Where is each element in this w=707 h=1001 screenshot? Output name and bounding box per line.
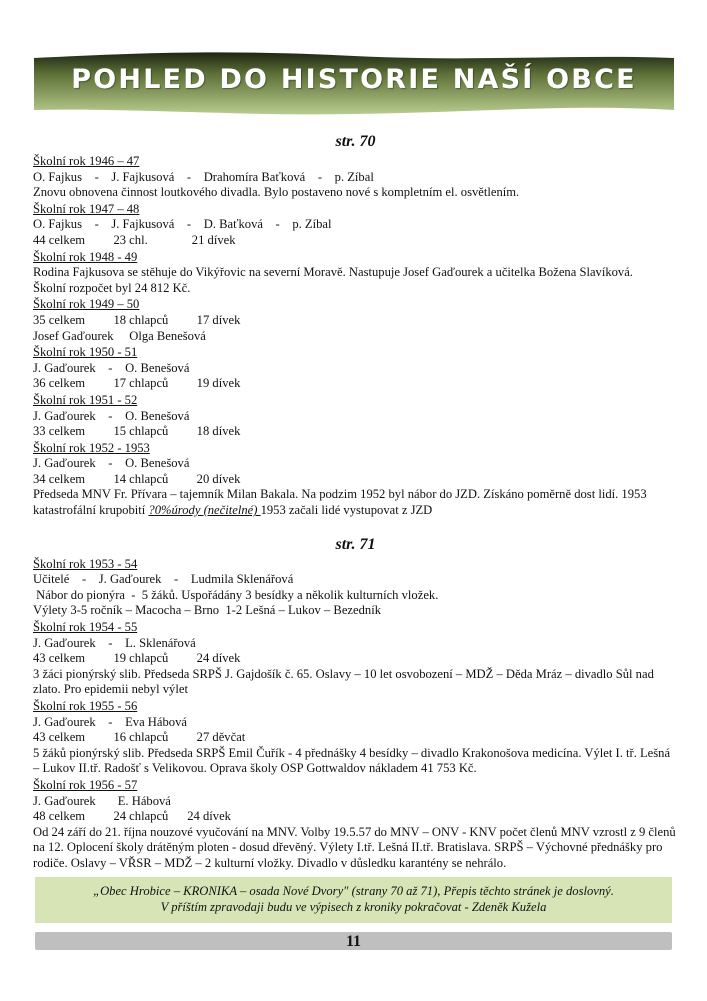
page-heading-71: str. 71 [335, 535, 376, 553]
school-year-entry [33, 778, 678, 872]
school-year-heading: Školní rok 1955 - 56 [33, 699, 138, 713]
school-year-entry [33, 297, 678, 344]
entry-line: Znovu obnovena činnost loutkového divadla. Bylo postaveno nové s kompletním el. osvětlením. [33, 185, 520, 200]
entry-line: Výlety 3-5 ročník – Macocha – Brno 1-2 Lešná – Lukov – Bezedník [33, 603, 381, 618]
school-year-entry [33, 154, 678, 201]
entry-line: 35 celkem 18 chlapců 17 dívek [33, 312, 241, 327]
entry-line: Učitelé - J. Gaďourek - Ludmila Sklenářová [33, 572, 294, 587]
source-note-line-1: „Obec Hrobice – KRONIKA – osada Nové Dvory" (strany 70 až 71), Přepis těchto stránek je doslovný. [93, 884, 614, 898]
entry-line: 43 celkem 16 chlapců 27 děvčat [33, 730, 246, 745]
school-year-heading: Školní rok 1952 - 1953 [33, 440, 150, 455]
entry-paragraph: 5 žáků pionýrský slib. Předseda SRPŠ Emil Čuřík - 4 přednášky 4 besídky – divadlo Krakonošova medicína. Výlet I. tř. Lešná – Lukov II.tř. Radošť s Velikovou. Oprava školy OSP Gottwaldov nákladem 41 753 Kč. [33, 745, 671, 776]
entry-line: J. Gaďourek - O. Benešová [33, 360, 190, 375]
school-year-entry [33, 620, 678, 698]
document-body [33, 132, 678, 872]
entry-paragraph: Od 24 září do 21. října nouzové vyučování na MNV. Volby 19.5.57 do MNV – ONV - KNV počet členů MNV vzrostl z 9 členů na 12. Oplocení školy drátěným ploten - dosud dřevěný. Výlety I.tř. Lešná II.tř. Bratislava. SRPŠ – Výchovné přednášky pro rodiče. Oslavy – VŘSR – MDŽ – 2 kulturní vložky. Divadlo v důsledku karantény se nehrálo. [33, 824, 676, 870]
source-note-box [35, 877, 672, 923]
school-year-heading: Školní rok 1949 – 50 [33, 297, 140, 312]
school-year-entry [33, 441, 678, 488]
school-year-heading: Školní rok 1956 - 57 [33, 777, 138, 792]
entry-line: J. Gaďourek - O. Benešová [33, 408, 190, 423]
entry-line: J. Gaďourek - L. Sklenářová [33, 635, 196, 650]
entry-line: 48 celkem 24 chlapců 24 dívek [33, 809, 231, 824]
page-number: 11 [35, 932, 672, 950]
page-title: POHLED DO HISTORIE NAŠÍ OBCE [71, 64, 637, 95]
entry-line: Rodina Fajkusova se stěhuje do Vikýřovic na severní Moravě. Nastupuje Josef Gaďourek a učitelka Božena Slavíková. [33, 265, 633, 280]
source-note-line-2: V příštím zpravodaji budu ve výpisech z kroniky pokračovat - Zdeněk Kužela [160, 900, 547, 914]
entry-line: Školní rozpočet byl 24 812 Kč. [33, 280, 191, 295]
page-70-entries [33, 154, 678, 487]
school-year-heading: Školní rok 1950 - 51 [33, 345, 138, 360]
entry-line: J. Gaďourek - O. Benešová [33, 456, 190, 471]
school-year-entry [33, 393, 678, 440]
entry-line: Josef Gaďourek Olga Benešová [33, 328, 206, 343]
page-71-entries [33, 557, 678, 872]
closing-paragraph [33, 487, 678, 518]
entry-line: J. Gaďourek E. Hábová [33, 793, 171, 808]
entry-line: J. Gaďourek - Eva Hábová [33, 714, 187, 729]
entry-line: 34 celkem 14 chlapců 20 dívek [33, 471, 241, 486]
entry-line: O. Fajkus - J. Fajkusová - D. Baťková - p. Zíbal [33, 217, 332, 232]
entry-line: Nábor do pionýra - 5 žáků. Uspořádány 3 besídky a několik kulturních vložek. [33, 587, 439, 602]
school-year-entry [33, 699, 678, 777]
school-year-entry [33, 345, 678, 392]
closing-text-end: 1953 začali lidé vystupovat z JZD [260, 503, 433, 518]
entry-paragraph: 3 žáci pionýrský slib. Předseda SRPŠ J. Gajdošík č. 65. Oslavy – 10 let osvobození – MDŽ – Děda Mráz – divadlo Sůl nad zlato. Pro epidemii nebyl výlet [33, 666, 654, 697]
school-year-heading: Školní rok 1948 - 49 [33, 249, 138, 264]
page-heading-70: str. 70 [335, 133, 376, 150]
school-year-entry [33, 202, 678, 249]
school-year-heading: Školní rok 1951 - 52 [33, 392, 138, 407]
school-year-heading: Školní rok 1946 – 47 [33, 154, 140, 168]
school-year-entry [33, 557, 678, 619]
closing-text: Předseda MNV Fr. Přívara – tajemník Milan Bakala. Na podzim 1952 byl nábor do JZD. Získáno poměrně dost lidí. 1953 katastrofální krupobití [33, 487, 647, 518]
illegible-note: ?0%úrody (nečitelné) [148, 503, 261, 518]
title-banner [34, 52, 674, 116]
entry-line: 33 celkem 15 chlapců 18 dívek [33, 424, 241, 439]
entry-line: O. Fajkus - J. Fajkusová - Drahomíra Baťková - p. Zíbal [33, 169, 374, 184]
entry-line: 44 celkem 23 chl. 21 dívek [33, 232, 236, 247]
entry-line: 43 celkem 19 chlapců 24 dívek [33, 651, 241, 666]
school-year-heading: Školní rok 1947 – 48 [33, 201, 140, 216]
school-year-heading: Školní rok 1954 - 55 [33, 620, 138, 635]
entry-line: 36 celkem 17 chlapců 19 dívek [33, 376, 241, 391]
school-year-entry [33, 250, 678, 297]
school-year-heading: Školní rok 1953 - 54 [33, 556, 138, 571]
